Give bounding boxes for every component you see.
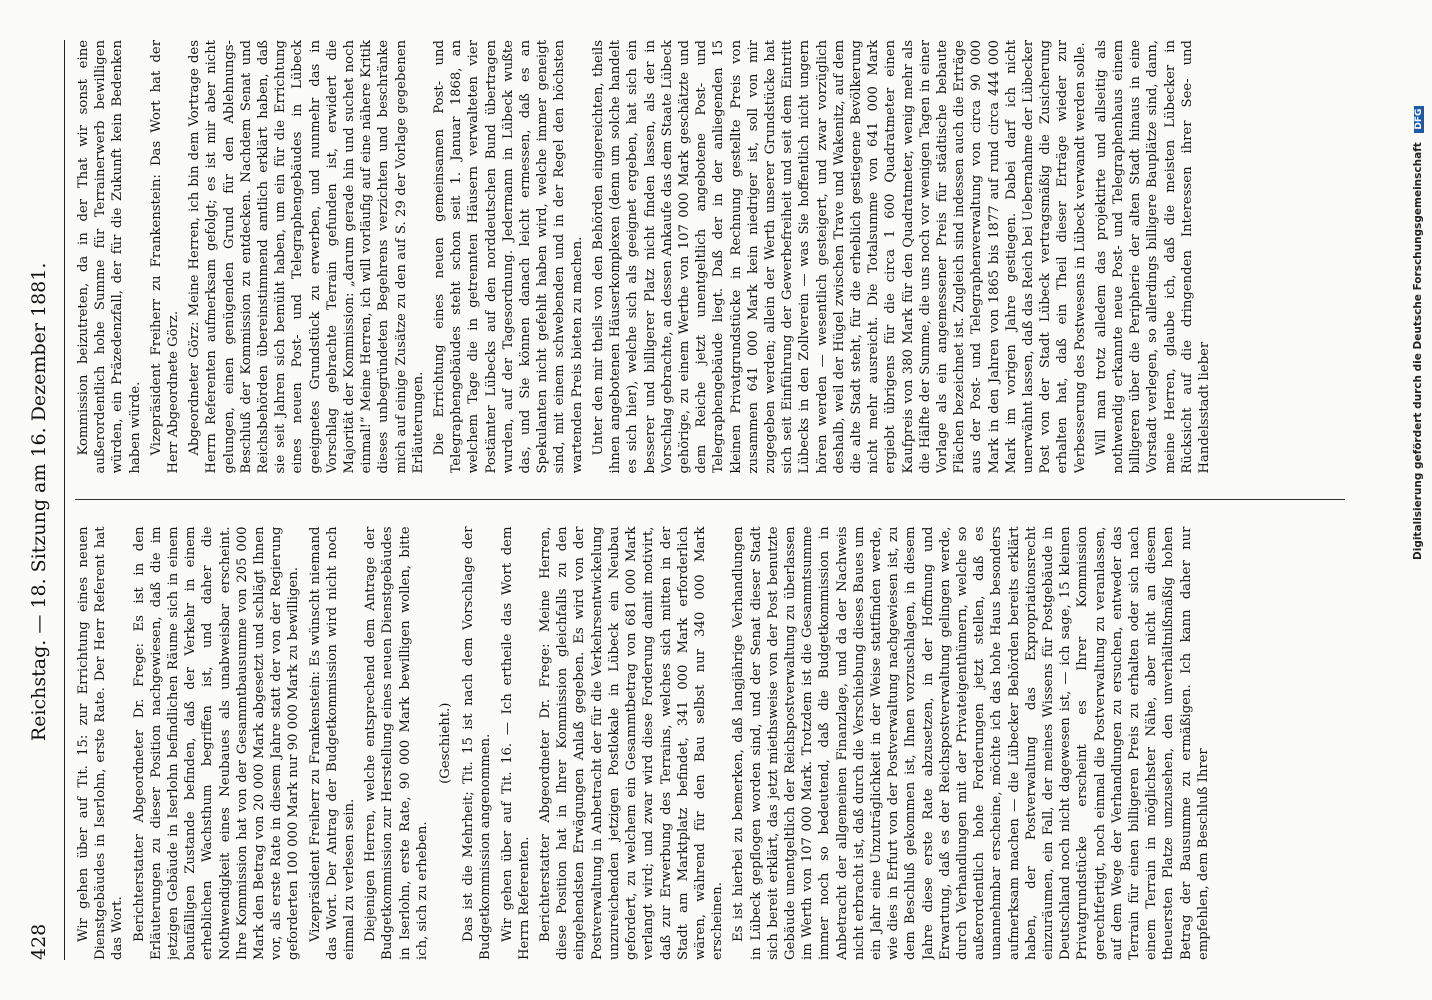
page-header (28, 40, 65, 960)
left-column (75, 527, 1345, 961)
watermark-text: Digitalisierung gefördert durch die Deutsche Forschungsgemeinschaft (1412, 142, 1424, 560)
paragraph: Will man trotz alledem das projektirte und allseitig als nothwendig erkannte neue Post- und Telegraphenhaus einem billigeren über die Peripherie der alten Stadt hinaus in eine Vorstadt verlegen, so allerdings billigere Bauplätze sind, dann, meine Herren, glaube ich, daß die meisten Lübecker in Rücksicht auf die dringenden Interessen ihrer See- und Handelsstadt lieber (1093, 40, 1212, 474)
paragraph: Wir gehen über auf Tit. 15: zur Errichtung eines neuen Dienstgebäudes in Iserlohn, erste Rate. Der Herr Referent hat das Wort. (76, 526, 126, 960)
paragraph: Kommission beizutreten, da in der That wir sonst eine außerordentlich hohe Summe für Terrainerwerb bewilligen würden, ein Präzedenzfall, der für die Zukunft kein Bedenken haben würde. (76, 40, 143, 474)
paragraph: Das ist die Mehrheit; Tit. 15 ist nach dem Vorschlage der Budgetkommission angenommen. (461, 526, 494, 960)
dfg-watermark (1406, 0, 1430, 1000)
paragraph: Es ist hierbei zu bemerken, daß langjährige Verhandlungen in Lübeck gepflogen worden sind, und der Senat dieser Stadt sich bereit erklärt, das jetzt miethsweise von der Post benutzte Gebäude unentgeltlich der Reichspostverwaltung zu überlassen im Werth von 107 000 Mark. Trotzdem ist die Gesammtsumme immer noch so bedeutend, daß die Budgetkommission in Anbetracht der allgemeinen Finanzlage, und da der Nachweis nicht erbracht ist, daß durch die Verschiebung dieses Baues um ein Jahr eine Unzuträglichkeit in der Weise stattfinden werde, wie dies in Erfurt von der Postverwaltung nachgewiesen ist, zu dem Beschluß gekommen ist, Ihnen vorzuschlagen, in diesem Jahre diese erste Rate abzusetzen, in der Hoffnung und Erwartung, daß es der Reichspostverwaltung gelingen werde, durch Verhandlungen mit der Privateigenthümern, welche so außerordentlich hohe Forderungen jetzt stellen, daß es unannehmbar erscheine, möchte ich das hohe Haus besonders aufmerksam machen — die Lübecker Behörden bereits erklärt haben, der Postverwaltung das Expropriationsrecht einzuräumen, ein Fall, der meines Wissens für Postgebäude in Deutschland noch nicht dagewesen ist, — ich sage, 15 kleinen Privatgrundstücke erscheint es Ihrer Kommission gerechtfertigt, noch einmal die Postverwaltung zu veranlassen, auf dem Wege der Verhandlungen zu ersuchen, entweder das Terrain für einen billigeren Preis zu erhalten oder sich nach einem Terrain in möglichster Nähe, aber nicht an diesem theuersten Platze umzusehen, den unverhältnißmäßig hohen Betrag der Bausumme zu ermäßigen. Ich kann daher nur empfehlen, dem Beschluß Ihrer (731, 526, 1211, 960)
text-columns (75, 40, 1345, 960)
watermark-line (1412, 0, 1424, 560)
paragraph: Vizepräsident Freiherr zu Frankenstein: Es wünscht niemand das Wort. Der Antrag der Budgetkommission wird nicht noch einmal zu verlesen sein. (307, 526, 358, 960)
paragraph: Wir gehen über auf Tit. 16. — Ich ertheile das Wort dem Herrn Referenten. (499, 526, 532, 960)
dfg-logo: DFG (1414, 106, 1424, 133)
paragraph: Diejenigen Herren, welche entsprechend dem Antrage der Budgetkommission zur Herstellung eines neuen Dienstgebäudes in Iserlohn, erste Rate, 90 000 Mark bewilligen wollen, bitte ich, sich zu erheben. (363, 526, 430, 960)
running-title: Reichstag. — 18. Sitzung am 16. Dezember 1881. (28, 262, 50, 742)
page-number: 428 (28, 923, 50, 960)
paragraph: Berichterstatter Abgeordneter Dr. Frege: Es ist in den Erläuterungen zu dieser Position nachgewiesen, daß die im jetzigen Gebäude in Iserlohn befindlichen Räume sich in einem baufälligen Zustande befinden, daß der Verkehr in einem erheblichen Wachsthum begriffen ist, und daher die Nothwendigkeit eines Neubaues als unabweisbar erscheint. Ihre Kommission hat von der Gesammtbausumme von 205 000 Mark den Betrag von 20 000 Mark abgesetzt und schlägt Ihnen vor, als erste Rate in diesem Jahre statt der von der Regierung geforderten 100 000 Mark nur 90 000 Mark zu bewilligen. (131, 526, 302, 960)
right-column (75, 40, 1345, 474)
paragraph: Abgeordneter Görz: Meine Herren, ich bin dem Vortrage des Herrn Referenten aufmerksam gefolgt; es ist mir aber nicht gelungen, einen genügenden Grund für den Ablehnungs-Beschluß der Kommission zu entdecken. Nachdem Senat und Reichsbehörden übereinstimmend amtlich erklärt haben, daß sie seit Jahren sich bemüht haben, um ein für die Errichtung eines neuen Post- und Telegraphengebäudes in Lübeck geeignetes Grundstück zu erwerben, und nunmehr das in Vorschlag gebrachte Terrain gefunden ist, erwidert die Majorität der Kommission: „darum gerade hin und suchet noch einmal!“ Meine Herren, ich will vorläufig auf eine nähere Kritik dieses unbegründeten Begehrens verzichten und beschränke mich auf einige Zusätze zu den auf S. 29 der Vorlage gegebenen Erläuterungen. (187, 40, 426, 474)
paragraph: Vizepräsident Freiherr zu Frankenstein: Das Wort hat der Herr Abgeordnete Görz. (148, 40, 182, 474)
paragraph: Berichterstatter Abgeordneter Dr. Frege: Meine Herren, diese Position hat in Ihrer Kommission gleichfalls zu den eingehendsten Erwägungen Anlaß gegeben. Es wird von der Postverwaltung in Anbetracht der für die Verkehrsentwickelung unzureichenden jetzigen Postlokale in Lübeck ein Neubau gefordert, zu welchem ein Gesammtbetrag von 681 000 Mark verlangt wird; und zwar wird diese Forderung damit motivirt, daß zur Erwerbung des Terrains, welches sich mitten in der Stadt am Marktplatz befindet, 341 000 Mark erforderlich wären, während für den Bau selbst nur 340 000 Mark erscheinen. (538, 526, 726, 960)
stage-note: (Geschieht.) (438, 702, 454, 784)
paragraph: Unter den mir theils von den Behörden eingereichten, theils ihnen angebotenen Häuserkomplexen (denn um solche handelt es sich hier), welche sich als geeignet ergeben, hat sich ein besserer und billigerer Platz nicht finden lassen, als der in Vorschlag gebrachte, an dessen Ankaufe das dem Staate Lübeck gehörige, zu einem Werthe von 107 000 Mark geschätzte und dem Reiche jetzt unentgeltlich angebotene Post- und Telegraphengebäude liegt. Daß der in der anliegenden 15 kleinen Privatgrundstücke in Rechnung gestellte Preis von zusammen 641 000 Mark kein niedriger ist, soll von mir zugegeben werden; allein der Werth unserer Grundstücke hat sich seit Einführung der Gewerbefreiheit und seit dem Eintritt Lübecks in den Zollverein — was Sie hoffentlich nicht ungern hören werden — wesentlich gesteigert, und zwar vorzüglich deshalb, weil der Hügel zwischen Trave und Wakenitz, auf dem die alte Stadt steht, für die erheblich gestiegene Bevölkerung nicht mehr ausreicht. Die Totalsumme von 641 000 Mark ergiebt übrigens für die circa 1 600 Quadratmeter einen Kaufpreis von 380 Mark für den Quadratmeter, wenig mehr als die Hälfte der Summe, die uns noch vor wenigen Tagen in einer Vorlage als ein angemessener Preis für städtische bebaute Flächen bezeichnet ist. Zugleich sind indessen auch die Erträge aus der Post- und Telegraphenverwaltung von circa 90 000 Mark in den Jahren von 1865 bis 1877 auf rund circa 444 000 Mark im vorigen Jahre gestiegen. Dabei darf ich nicht unerwähnt lassen, daß das Reich bei Uebernahme der Lübecker Post von der Stadt Lübeck vertragsmäßig die Zusicherung erhalten hat, daß ein Theil dieser Erträge wieder zur Verbesserung des Postwesens in Lübeck verwandt werden solle. (590, 40, 1088, 474)
paragraph: Die Errichtung eines neuen gemeinsamen Post- und Telegraphengebäudes steht schon seit 1. Januar 1868, an welchem Tage die in getrennten Häusern verwalteten vier Postämter Lübecks auf den norddeutschen Bund übertragen wurden, auf der Tagesordnung. Jedermann in Lübeck wußte das, und Sie können danach leicht ermessen, daß es an Spekulanten nicht gefehlt haben wird, welche immer geneigt sind, mit einem schwebenden und in der Regel den höchsten wartenden Preis bieten zu machen. (432, 40, 585, 474)
column-divider (75, 500, 1345, 501)
